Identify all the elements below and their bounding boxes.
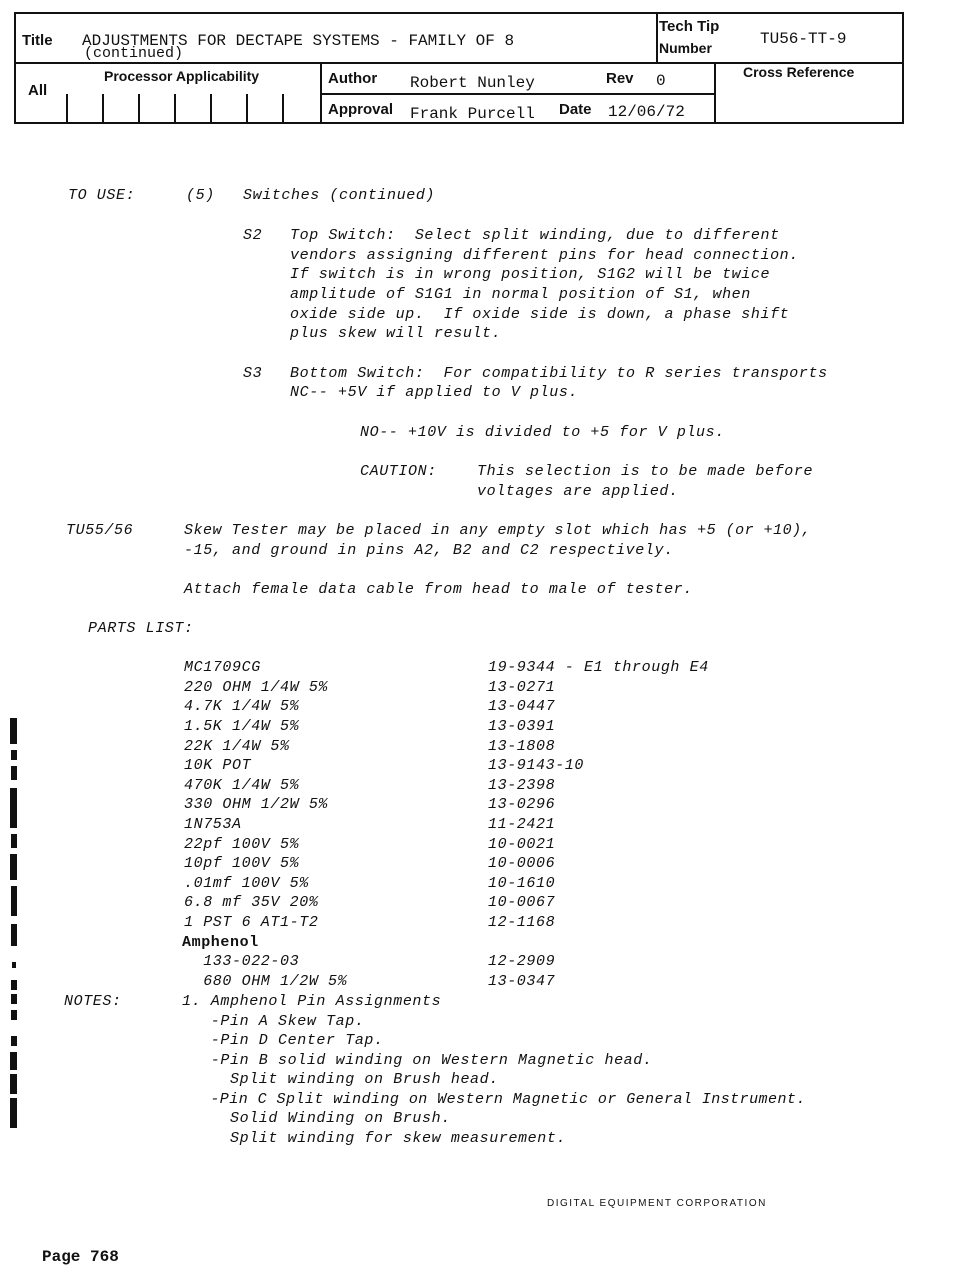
processor-tick	[246, 94, 248, 124]
tech-tip-number: TU56-TT-9	[760, 30, 847, 48]
binding-margin-marks	[4, 718, 24, 1133]
title-text: ADJUSTMENTS FOR DECTAPE SYSTEMS - FAMILY OF 8	[82, 32, 515, 50]
cross-reference-label: Cross Reference	[743, 64, 855, 80]
part-name: 22pf 100V 5%	[184, 836, 300, 853]
part-name: 470K 1/4W 5%	[184, 777, 300, 794]
processor-tick	[102, 94, 104, 124]
part-name: .01mf 100V 5%	[184, 875, 309, 892]
corporation-footer: DIGITAL EQUIPMENT CORPORATION	[547, 1198, 767, 1209]
all-label: All	[28, 82, 48, 99]
part-number: 13-9143-10	[488, 757, 585, 774]
page-number: Page 768	[42, 1248, 119, 1266]
s2-line: If switch is in wrong position, S1G2 will be twice	[290, 266, 771, 283]
no-line: NO-- +10V is divided to +5 for V plus.	[360, 424, 725, 441]
part-name: 330 OHM 1/2W 5%	[184, 796, 329, 813]
tech-tip-label: Tech Tip	[659, 18, 720, 35]
part-number: 12-1168	[488, 914, 556, 931]
part-number: 13-0347	[488, 973, 556, 990]
part-name: 6.8 mf 35V 20%	[184, 894, 319, 911]
tu-label: TU55/56	[66, 522, 134, 539]
part-name: 220 OHM 1/4W 5%	[184, 679, 329, 696]
part-name: 1N753A	[184, 816, 242, 833]
attach-line: Attach female data cable from head to male of tester.	[184, 581, 693, 598]
part-name: 22K 1/4W 5%	[184, 738, 290, 755]
s3-label: S3	[243, 365, 263, 382]
header-divider	[320, 93, 714, 95]
note-line: -Pin D Center Tap.	[182, 1032, 384, 1049]
processor-tick	[282, 94, 284, 124]
author-value: Robert Nunley	[410, 74, 535, 92]
processor-tick	[138, 94, 140, 124]
processor-tick	[66, 94, 68, 124]
tech-tip-header	[14, 12, 904, 124]
part-number: 13-0391	[488, 718, 556, 735]
caution-line: This selection is to be made before	[477, 463, 814, 480]
author-label: Author	[328, 70, 378, 87]
processor-tick	[210, 94, 212, 124]
s2-line: vendors assigning different pins for head connection.	[290, 247, 799, 264]
rev-label: Rev	[606, 70, 634, 87]
s2-label: S2	[243, 227, 263, 244]
note-line: -Pin A Skew Tap.	[182, 1013, 365, 1030]
part-name: 680 OHM 1/2W 5%	[184, 973, 348, 990]
caution-line: voltages are applied.	[477, 483, 679, 500]
rev-value: 0	[656, 72, 666, 90]
title-label: Title	[22, 32, 53, 49]
part-number: 11-2421	[488, 816, 556, 833]
part-number: 10-0006	[488, 855, 556, 872]
note-line: Solid Winding on Brush.	[182, 1110, 451, 1127]
s2-line: Top Switch: Select split winding, due to different	[290, 227, 780, 244]
note-line: Split winding for skew measurement.	[182, 1130, 567, 1147]
note-line: -Pin C Split winding on Western Magnetic or General Instrument.	[182, 1091, 806, 1108]
tech-tip-number-label: Number	[659, 40, 712, 56]
approval-label: Approval	[328, 101, 394, 118]
processor-applicability-label: Processor Applicability	[104, 68, 260, 84]
part-name: 133-022-03	[184, 953, 300, 970]
part-number: 12-2909	[488, 953, 556, 970]
processor-tick	[174, 94, 176, 124]
part-number: 19-9344 - E1 through E4	[488, 659, 709, 676]
date-label: Date	[559, 101, 592, 118]
s3-line: Bottom Switch: For compatibility to R series transports	[290, 365, 828, 382]
part-name: MC1709CG	[184, 659, 261, 676]
switches-number: (5)	[186, 187, 215, 204]
date-value: 12/06/72	[608, 103, 685, 121]
part-name: 4.7K 1/4W 5%	[184, 698, 300, 715]
part-number: 10-0021	[488, 836, 556, 853]
part-number: 10-1610	[488, 875, 556, 892]
s2-line: plus skew will result.	[290, 325, 502, 342]
approval-value: Frank Purcell	[410, 105, 535, 123]
header-divider	[714, 62, 716, 124]
part-name: Amphenol	[182, 934, 259, 951]
part-name: 1.5K 1/4W 5%	[184, 718, 300, 735]
caution-label: CAUTION:	[360, 463, 437, 480]
s3-line: NC-- +5V if applied to V plus.	[290, 384, 579, 401]
part-name: 10K POT	[184, 757, 252, 774]
tu-line: -15, and ground in pins A2, B2 and C2 respectively.	[184, 542, 674, 559]
part-name: 10pf 100V 5%	[184, 855, 300, 872]
parts-list-label: PARTS LIST:	[88, 620, 194, 637]
s2-line: oxide side up. If oxide side is down, a phase shift	[290, 306, 790, 323]
switches-title: Switches (continued)	[243, 187, 436, 204]
note-line: -Pin B solid winding on Western Magnetic head.	[182, 1052, 653, 1069]
part-number: 13-2398	[488, 777, 556, 794]
tu-line: Skew Tester may be placed in any empty slot which has +5 (or +10),	[184, 522, 812, 539]
notes-label: NOTES:	[64, 993, 122, 1010]
to-use-label: TO USE:	[68, 187, 136, 204]
part-number: 13-0271	[488, 679, 556, 696]
part-number: 13-0447	[488, 698, 556, 715]
s2-line: amplitude of S1G1 in normal position of S1, when	[290, 286, 751, 303]
part-number: 10-0067	[488, 894, 556, 911]
part-number: 13-1808	[488, 738, 556, 755]
note-line: Split winding on Brush head.	[182, 1071, 499, 1088]
title-subtitle: (continued)	[84, 45, 184, 62]
header-divider	[656, 14, 658, 62]
note-line: 1. Amphenol Pin Assignments	[182, 993, 442, 1010]
part-name: 1 PST 6 AT1-T2	[184, 914, 319, 931]
part-number: 13-0296	[488, 796, 556, 813]
